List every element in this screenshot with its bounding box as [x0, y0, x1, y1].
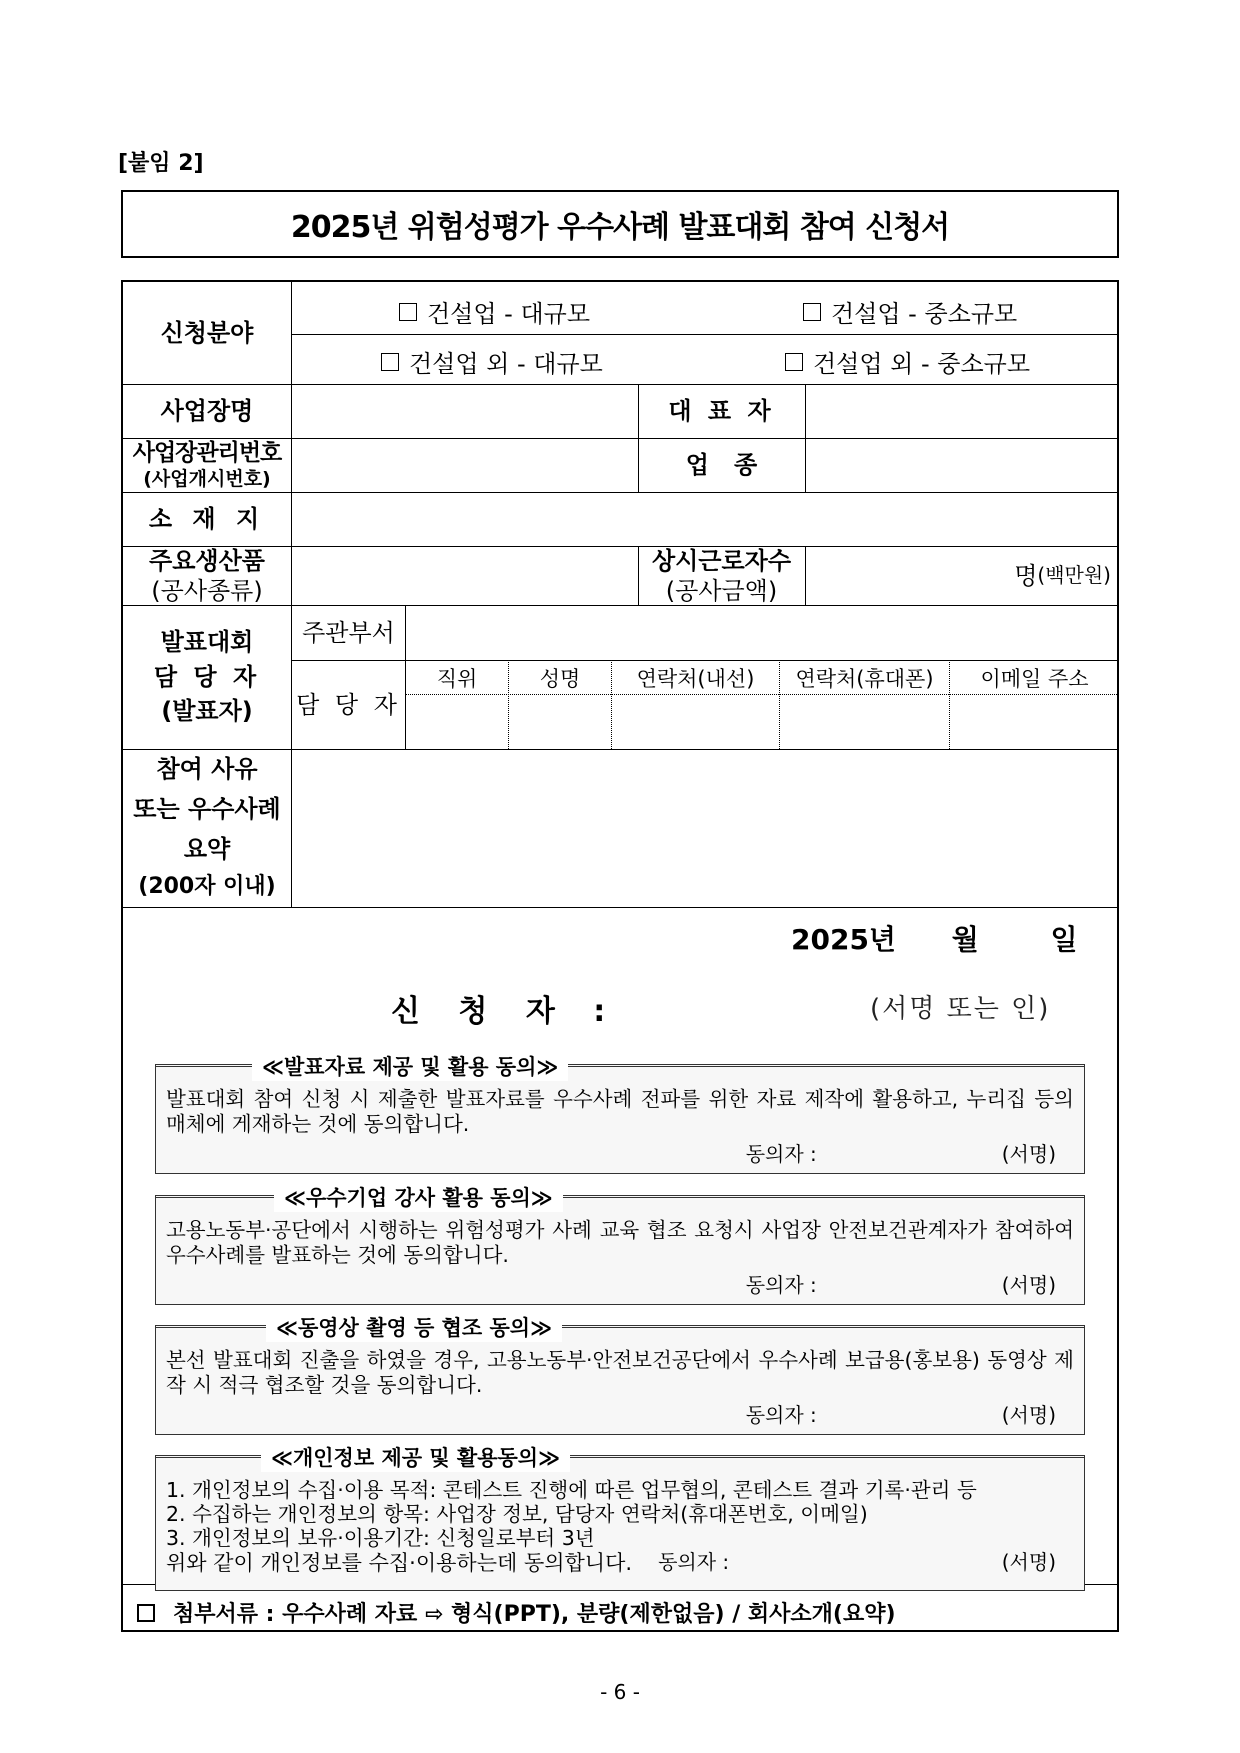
privacy-closing: 위와 같이 개인정보를 수집·이용하는데 동의합니다. — [166, 1550, 633, 1575]
address-label: 소 재 지 — [148, 505, 266, 533]
attachments-note: 첨부서류 : 우수사례 자료 ⇨ 형식(PPT), 분량(제한없음) / 회사소개(요약) — [137, 1597, 896, 1628]
consent-instructor-title: ≪우수기업 강사 활용 동의≫ — [274, 1182, 563, 1212]
consent-materials-title: ≪발표자료 제공 및 활용 동의≫ — [252, 1051, 568, 1081]
consent-video-text: 본선 발표대회 진출을 하였을 경우, 고용노동부·안전보건공단에서 우수사례 보급용(홍보용) 동영상 제작 시 적극 협조할 것을 동의합니다. — [166, 1348, 1074, 1397]
consent-materials — [155, 1055, 1085, 1174]
consent-video-title: ≪동영상 촬영 등 협조 동의≫ — [266, 1312, 562, 1342]
consent-privacy — [155, 1446, 1085, 1591]
workplace-name-input[interactable] — [292, 384, 638, 438]
checkbox-icon[interactable] — [137, 1604, 155, 1622]
consent-materials-text: 발표대회 참여 신청 시 제출한 발표자료를 우수사례 전파를 위한 자료 제작에 활용하고, 누리집 등의 매체에 게재하는 것에 동의합니다. — [166, 1087, 1074, 1136]
option-nonconstruction-sme[interactable]: 건설업 외 - 중소규모 — [785, 344, 1030, 379]
email-input[interactable] — [950, 695, 1119, 749]
col-email: 이메일 주소 — [980, 666, 1089, 691]
consent-privacy-agree: 동의자 : — [658, 1549, 730, 1574]
option-construction-sme[interactable]: 건설업 - 중소규모 — [803, 294, 1017, 329]
consent-instructor-sign[interactable]: (서명) — [1001, 1273, 1056, 1297]
reason-input[interactable] — [292, 750, 1119, 907]
date-day: 일 — [1050, 923, 1078, 956]
col-position: 직위 — [436, 666, 478, 691]
name-input[interactable] — [509, 695, 611, 749]
mobile-input[interactable] — [780, 695, 949, 749]
consent-instructor-text: 고용노동부·공단에서 시행하는 위험성평가 사례 교육 협조 요청시 사업장 안전보건관계자가 참여하여 우수사례를 발표하는 것에 동의합니다. — [166, 1218, 1074, 1267]
mgmt-number-label: 사업장관리번호 (사업개시번호) — [132, 439, 282, 490]
privacy-item-3: 3. 개인정보의 보유·이용기간: 신청일로부터 3년 — [166, 1526, 595, 1551]
consent-instructor — [155, 1186, 1085, 1305]
date-line — [791, 918, 1078, 958]
col-ext-phone: 연락처(내선) — [636, 666, 755, 691]
col-mobile: 연락처(휴대폰) — [795, 666, 934, 691]
person-label: 담 당 자 — [296, 690, 401, 719]
checkbox-icon[interactable] — [381, 353, 399, 371]
attachment-label: [붙임 2] — [118, 151, 204, 176]
col-name: 성명 — [539, 666, 581, 691]
mgmt-number-input[interactable] — [292, 438, 638, 492]
checkbox-icon[interactable] — [399, 303, 417, 321]
privacy-item-2: 2. 수집하는 개인정보의 항목: 사업장 정보, 담당자 연락처(휴대폰번호, 이메일) — [166, 1502, 868, 1527]
applicant-sign-hint[interactable]: (서명 또는 인) — [870, 994, 1051, 1024]
representative-input[interactable] — [806, 384, 1119, 438]
consent-video-agree: 동의자 : — [745, 1403, 817, 1427]
option-construction-large[interactable]: 건설업 - 대규모 — [399, 294, 590, 329]
workers-label: 상시근로자수 (공사금액) — [651, 546, 792, 605]
workers-input[interactable]: 명 (백만원) — [1014, 561, 1111, 590]
dept-label: 주관부서 — [302, 618, 395, 647]
product-label: 주요생산품 (공사종류) — [149, 546, 265, 605]
consent-materials-agree: 동의자 : — [745, 1142, 817, 1166]
checkbox-icon[interactable] — [803, 303, 821, 321]
date-month: 월 — [951, 923, 979, 956]
consent-video — [155, 1316, 1085, 1435]
form-title-text: 2025년 위험성평가 우수사례 발표대회 참여 신청서 — [290, 210, 950, 245]
address-input[interactable] — [292, 492, 1119, 546]
consent-video-sign[interactable]: (서명) — [1001, 1403, 1056, 1427]
consent-materials-sign[interactable]: (서명) — [1001, 1142, 1056, 1166]
consent-privacy-sign[interactable]: (서명) — [1001, 1549, 1056, 1574]
workplace-name-label: 사업장명 — [160, 397, 254, 425]
date-year: 2025년 — [791, 923, 896, 956]
representative-label: 대 표 자 — [668, 397, 775, 425]
checkbox-icon[interactable] — [785, 353, 803, 371]
applicant-label: 신 청 자 : — [391, 994, 620, 1029]
dept-input[interactable] — [406, 605, 1119, 660]
reason-label: 참여 사유 또는 우수사례 요약 (200자 이내) — [133, 755, 281, 900]
privacy-item-1: 1. 개인정보의 수집·이용 목적: 콘테스트 진행에 따른 업무협의, 콘테스트 결과 기록·관리 등 — [166, 1478, 977, 1502]
industry-input[interactable] — [806, 438, 1119, 492]
page-number: - 6 - — [600, 1680, 640, 1704]
category-label: 신청분야 — [160, 319, 254, 347]
form-title — [121, 190, 1119, 258]
consent-privacy-title: ≪개인정보 제공 및 활용동의≫ — [261, 1442, 570, 1472]
position-input[interactable] — [406, 695, 508, 749]
industry-label: 업 종 — [685, 451, 758, 479]
product-input[interactable] — [292, 546, 638, 605]
presenter-label: 발표대회 담 당 자 (발표자) — [153, 627, 261, 726]
ext-phone-input[interactable] — [612, 695, 779, 749]
option-nonconstruction-large[interactable]: 건설업 외 - 대규모 — [381, 344, 603, 379]
consent-instructor-agree: 동의자 : — [745, 1273, 817, 1297]
